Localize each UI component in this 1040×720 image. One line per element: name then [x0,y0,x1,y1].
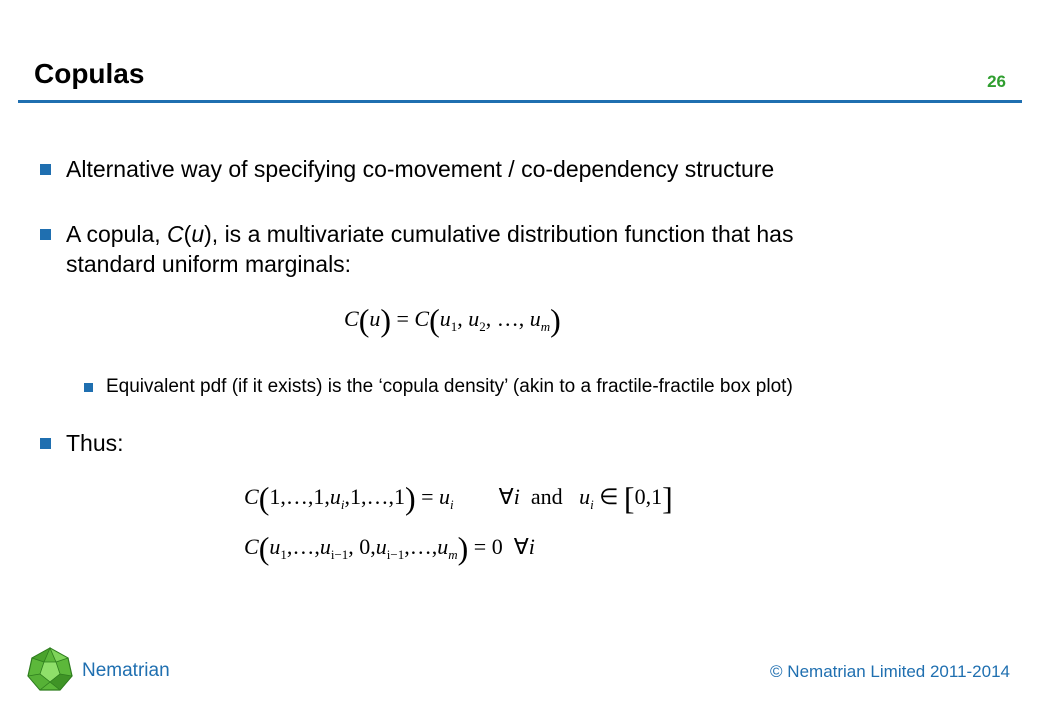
eq2-u: u [329,484,341,509]
page-number: 26 [987,72,1006,91]
eq3-ui-1: u [319,534,331,559]
eq2-ones: 1,…,1, [269,484,330,509]
bullet-2-text-rest: ), is a multivariate cumulative distribution function that has [204,221,794,247]
eq3-i: i [528,534,535,559]
equation-boundary-1: $C(1,\dots,1,u_i,1,\dots,1) = u_i$ ∀i and $u_i$ ∈ [0,1] [244,480,673,516]
eq1-um: u [529,306,541,331]
eq2-interval: 0,1 [634,484,663,509]
bullet-square-icon [40,438,51,449]
eq3-u1: u [269,534,281,559]
eq1-sub1: 1 [450,319,458,334]
eq3-dots2: … [409,534,432,559]
eq3-fn: C [244,534,259,559]
bullet-1 [66,154,774,184]
eq2-sub-i: i [340,497,345,512]
equation-boundary-2: $C(u_1,\dots,u_{i-1}$, $0,u_{i-1},\dots,u_m) = 0$ ∀i [244,530,535,566]
eq1-subm: m [540,319,551,334]
bullet-2-text-paren: ( [183,221,192,247]
eq2-i: i [513,484,520,509]
eq3-subm: m [448,547,458,562]
eq1-arg: u [369,306,381,331]
eq2-forall: ∀ [498,484,514,509]
bullet-1-text: Alternative way of specifying co-movement / co-dependency structure [66,156,775,182]
eq3-sub-im1: i−1 [330,547,349,562]
bullet-3-text: Thus: [66,430,124,456]
green-polyhedron-logo-icon [26,646,74,694]
sub-bullet-square-icon [84,383,93,392]
slide-title: Copulas [34,58,145,89]
bullet-2-text-c: C [167,221,184,247]
eq2-fn: C [244,484,259,509]
eq1-u2: u [468,306,480,331]
bullet-square-icon [40,229,51,240]
eq3-forall: ∀ [513,534,529,559]
eq3-ui+1: u [375,534,387,559]
eq1-lhs: C [344,306,359,331]
eq3-equals: = [473,534,487,559]
equation-copula-def: $C(u) = C(u_1$, $u_2$, …, $u_m$) [344,302,561,338]
eq1-dots: … [496,306,519,331]
eq3-sub1: 1 [280,547,287,562]
eq1-rhs-fn: C [414,306,430,331]
sub-bullet-1-text: Equivalent pdf (if it exists) is the ‘copula density’ (akin to a fractile-fractile box plot) [106,376,793,397]
eq2-in: ∈ [599,484,619,509]
eq3-rhs: 0 [491,534,503,559]
eq2-cond-sub: i [590,497,594,512]
bullet-3 [66,428,124,458]
eq2-rhs-sub: i [450,497,454,512]
footer-copyright: © Nematrian Limited 2011-2014 [770,662,1010,681]
eq2-rhs-u: u [439,484,451,509]
bullet-square-icon [40,164,51,175]
footer-brand[interactable]: Nematrian [82,660,170,681]
eq3-dots1: … [292,534,315,559]
bullet-2 [66,219,793,279]
sub-bullet-1 [106,375,793,399]
eq2-equals: = [421,484,434,509]
title-divider [18,100,1022,103]
eq2-cond-u: u [579,484,591,509]
bullet-2-text-u: u [191,221,205,247]
eq3-um: u [437,534,449,559]
eq2-and: and [530,484,563,509]
bullet-2-text-a: A copula, [66,221,168,247]
eq2-ones2: ,1,…,1 [344,484,405,509]
eq3-sub-ip1: i−1 [386,547,405,562]
eq1-sub2: 2 [479,319,486,334]
eq1-equals: = [396,306,409,331]
bullet-2-line2: standard uniform marginals: [66,251,352,277]
eq3-zero: 0 [359,534,371,559]
eq1-u1: u [439,306,451,331]
